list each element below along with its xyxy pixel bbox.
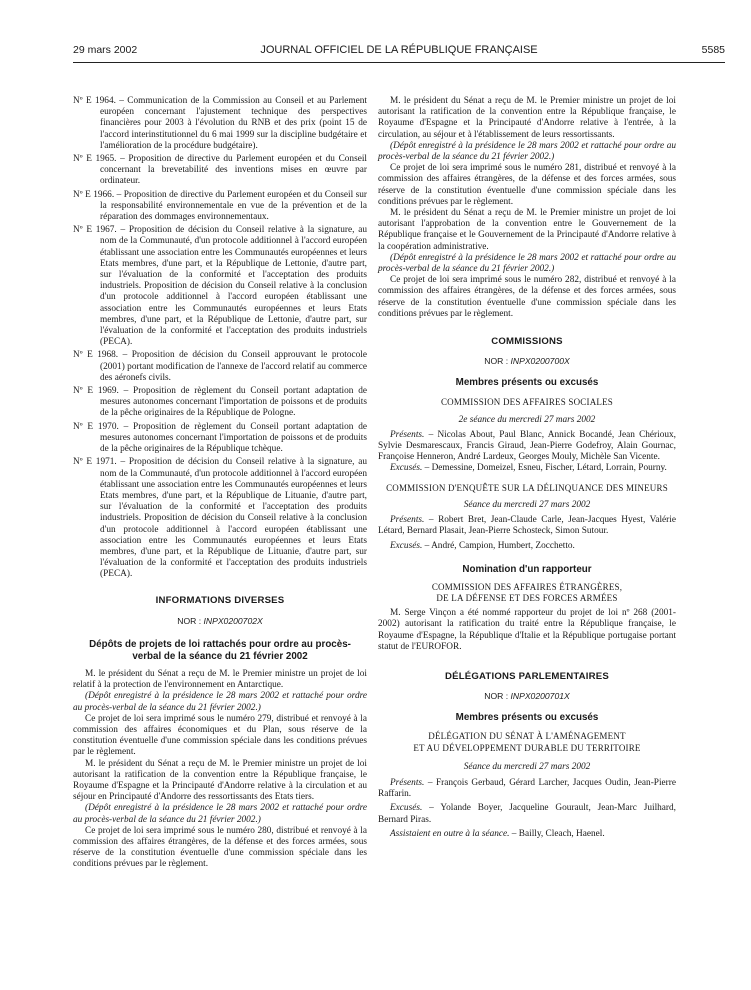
projet-paragraph-2: Ce projet de loi sera imprimé sous le numéro 281, distribué et renvoyé à la commission des affaires étrangères, de la défense et des forces armées, sous réserve de la constitution éventuelle d'une commission spéciale dans les conditions prévues par le règlement.	[378, 163, 676, 207]
entry-e1964: Nº E 1964. – Communication de la Commission au Conseil et au Parlement européen concernant l'ajustement technique des perspectives financières pour 2003 à l'évolution du RNB et des prix (point 15 de l'accord interinstitutionnel du 6 mai 1999 sur la discipline budgétaire et l'amélioration de la procédure budgétaire).	[73, 96, 367, 151]
depot-note-1: (Dépôt enregistré à la présidence le 28 mars 2002 et rattaché pour ordre au procès-verbal de la séance du 21 février 2002.)	[73, 691, 367, 713]
nomination-title: Nomination d'un rapporteur	[462, 563, 592, 575]
depot-paragraph-1: M. le président du Sénat a reçu de M. le Premier ministre un projet de loi relatif à la protection de l'environnement en Antarctique.	[73, 668, 367, 691]
page-header	[73, 44, 725, 60]
info-section-title: INFORMATIONS DIVERSES	[155, 594, 285, 606]
assistaient-names: Bailly, Cleach, Haenel.	[518, 828, 605, 839]
presents-names: Robert Bret, Jean-Claude Carle, Jean-Jacques Hyest, Valérie Létard, Bernard Plasait, Jean-Pierre Schosteck, Simon Sutour.	[378, 515, 676, 537]
affaires-etrangeres-line1: COMMISSION DES AFFAIRES ÉTRANGÈRES,	[431, 581, 623, 592]
entry-e1965: Nº E 1965. – Proposition de directive du Parlement européen et du Conseil concernant la brevetabilité des inventions mises en œuvre par ordinateur.	[73, 154, 367, 187]
entry-e1970: Nº E 1970. – Proposition de règlement du Conseil portant adaptation de mesures autonomes concernant l'importation de poissons et de produits de la pêche originaires de la République tchèque.	[73, 421, 367, 455]
depot-note-2: (Dépôt enregistré à la présidence le 28 mars 2002 et rattaché pour ordre au procès-verbal de la séance du 21 février 2002.)	[73, 803, 367, 825]
entry-e1967: Nº E 1967. – Proposition de décision du Conseil relative à la signature, au nom de la Communauté, d'un protocole additionnel à l'accord européen établissant une association entre les Communautés européennes et leurs Etats membres, d'une part, et la République de Lettonie, d'autre part, sur l'évaluation de la conformité et l'acceptation des produits industriels. Proposition de décision du Conseil relative à la conclusion d'un protocole additionnel à l'accord européen établissant une association entre les Communautés européennes et leurs Etats membres, d'une part, et la République de Lettonie, d'autre part, sur l'évaluation de la conformité et l'acceptation des produits industriels (PECA).	[73, 225, 367, 348]
delegations-nor-label: NOR :	[484, 691, 509, 702]
depot-paragraph-2: Ce projet de loi sera imprimé sous le numéro 279, distribué et renvoyé à la commission des affaires économiques et du Plan, sous réserve de la constitution éventuelle d'une commission spéciale dans les conditions prévues par le règlement.	[73, 713, 367, 758]
projet-note-1: (Dépôt enregistré à la présidence le 28 mars 2002 et rattaché pour ordre au procès-verbal de la séance du 21 février 2002.)	[378, 140, 676, 163]
affaires-etrangeres-line2: DE LA DÉFENSE ET DES FORCES ARMÉES	[436, 592, 618, 603]
right-column	[378, 96, 676, 840]
enquete-excuses: Excusés. – André, Campion, Humbert, Zocchetto.	[390, 540, 575, 551]
entry-e1966: Nº E 1966. – Proposition de directive du Parlement européen et du Conseil sur la responsabilité environnementale en vue de la prévention et de la réparation des dommages environnementaux.	[73, 189, 367, 223]
delegations-nor	[378, 691, 676, 702]
presents-names: Nicolas About, Paul Blanc, Annick Bocandé, Jean Chérioux, Sylvie Desmarescaux, Francis Giraud, Jean-Pierre Godefroy, Alain Gournac, Françoise Henneron, André Lardeux, Georges Mouly, Michèle San Vicente.	[378, 429, 677, 463]
presents-label: Présents.	[390, 515, 425, 526]
delegations-nor-code: INPX0200701X	[510, 691, 570, 702]
affaires-sociales-excuses: Excusés. – Demessine, Domeizel, Esneu, Fischer, Létard, Lorrain, Pourny.	[390, 463, 667, 474]
projet-paragraph-3: M. le président du Sénat a reçu de M. le Premier ministre un projet de loi autorisant l'approbation de la convention entre le Gouvernement de la République française et le Gouvernement de la Principauté d'Andorre relative à la coopération administrative.	[378, 208, 676, 252]
info-nor-label: NOR :	[177, 615, 202, 626]
projet-paragraph-4: Ce projet de loi sera imprimé sous le numéro 282, distribué et renvoyé à la commission des affaires étrangères, de la défense et des forces armées, sous réserve de la constitution éventuelle d'une commission spéciale dans les conditions prévues par le règlement.	[378, 275, 676, 319]
presents-names: François Gerbaud, Gérard Larcher, Jacques Oudin, Jean-Pierre Raffarin.	[378, 777, 677, 800]
assistaient-label: Assistaient en outre à la séance.	[390, 828, 510, 839]
membres-title: Membres présents ou excusés	[455, 377, 599, 389]
info-nor	[73, 616, 367, 627]
delegation-seance: Séance du mercredi 27 mars 2002	[463, 761, 591, 772]
excuses-names: Demessine, Domeizel, Esneu, Fischer, Létard, Lorrain, Pourny.	[431, 463, 667, 474]
excuses-label: Excusés.	[390, 463, 423, 474]
enquete-title: COMMISSION D'ENQUÊTE SUR LA DÉLINQUANCE DES MINEURS	[386, 482, 668, 493]
delegation-line1: DÉLÉGATION DU SÉNAT À L'AMÉNAGEMENT	[428, 731, 626, 742]
enquete-seance: Séance du mercredi 27 mars 2002	[463, 499, 591, 510]
delegation-line2: ET AU DÉVELOPPEMENT DURABLE DU TERRITOIRE	[413, 742, 641, 753]
projet-note-2: (Dépôt enregistré à la présidence le 28 mars 2002 et rattaché pour ordre au procès-verbal de la séance du 21 février 2002.)	[378, 252, 676, 275]
commissions-nor-code: INPX0200700X	[510, 356, 570, 367]
affaires-sociales-seance: 2e séance du mercredi 27 mars 2002	[458, 414, 596, 425]
enquete-presents: Présents. – Robert Bret, Jean-Claude Carle, Jean-Jacques Hyest, Valérie Létard, Bernard Plasait, Jean-Pierre Schosteck, Simon Sutour.	[378, 515, 676, 537]
excuses-label: Excusés.	[390, 803, 423, 814]
delegation-assistaient: Assistaient en outre à la séance. – Bailly, Cleach, Haenel.	[390, 828, 605, 839]
presents-label: Présents.	[390, 777, 425, 788]
journal-title: JOURNAL OFFICIEL DE LA RÉPUBLIQUE FRANÇAISE	[260, 44, 538, 56]
affaires-sociales-presents: Présents. – Nicolas About, Paul Blanc, Annick Bocandé, Jean Chérioux, Sylvie Desmarescaux, Francis Giraud, Jean-Pierre Godefroy, Alain Gournac, Françoise Henneron, André Lardeux, Georges Mouly, Michèle San Vicente.	[378, 429, 677, 463]
nomination-text: M. Serge Vinçon a été nommé rapporteur du projet de loi nº 268 (2001-2002) autorisant la ratification du traité entre la République française, le Royaume d'Espagne, la République d'Italie et la République portugaise portant statut de l'EUROFOR.	[378, 608, 676, 652]
page-number: 5585	[701, 44, 725, 56]
commissions-nor-label: NOR :	[484, 356, 509, 367]
header-date: 29 mars 2002	[73, 44, 138, 56]
affaires-sociales-title: COMMISSION DES AFFAIRES SOCIALES	[440, 397, 614, 408]
excuses-label: Excusés.	[390, 540, 423, 551]
excuses-names: Yolande Boyer, Jacqueline Gourault, Jean-Marc Juilhard, Bernard Piras.	[378, 803, 677, 825]
info-nor-code: INPX0200702X	[203, 615, 263, 626]
depot-paragraph-3: M. le président du Sénat a reçu de M. le Premier ministre un projet de loi autorisant la ratification de la convention entre la République française, le Royaume d'Espagne et la Principauté d'Andorre relative à la circulation et au séjour en Principauté d'Andorre des ressortissants des Etats tiers.	[73, 758, 367, 803]
entry-e1968: Nº E 1968. – Proposition de décision du Conseil approuvant le protocole (2001) portant modification de l'annexe de l'accord relatif au commerce des aéronefs civils.	[73, 350, 367, 383]
membres2-title: Membres présents ou excusés	[455, 712, 599, 724]
entry-e1969: Nº E 1969. – Proposition de règlement du Conseil portant adaptation de mesures autonomes concernant l'importation de poissons et de produits de la pêche originaires de la République de Pologne.	[73, 386, 367, 419]
entry-e1971: Nº E 1971. – Proposition de décision du Conseil relative à la signature, au nom de la Communauté, d'un protocole additionnel à l'accord européen établissant une association entre les Communautés européennes et leurs Etats membres, d'une part, et la République de Lituanie, d'autre part, sur l'évaluation de la conformité et l'acceptation des produits industriels. Proposition de décision du Conseil relative à la conclusion d'un protocole additionnel à l'accord européen établissant une association entre les Communautés européennes et leurs Etats membres, d'une part, et la République de Lituanie, d'autre part, sur l'évaluation de la conformité et l'acceptation des produits industriels (PECA).	[73, 457, 367, 580]
left-column	[73, 96, 367, 871]
depot-paragraph-4: Ce projet de loi sera imprimé sous le numéro 280, distribué et renvoyé à la commission des affaires étrangères, de la défense et des forces armées, sous réserve de la constitution éventuelle d'une commission spéciale dans les conditions prévues par le règlement.	[73, 825, 367, 870]
excuses-names: André, Campion, Humbert, Zocchetto.	[431, 540, 575, 551]
depots-title: Dépôts de projets de loi rattachés pour ordre au procès-verbal de la séance du 21 février 2002	[89, 638, 351, 662]
projet-paragraph-1: M. le président du Sénat a reçu de M. le Premier ministre un projet de loi autorisant la ratification de la convention entre la République française, le Royaume d'Espagne et la Principauté d'Andorre relative à l'entrée, à la circulation, au séjour et à l'établissement de leurs ressortissants.	[378, 96, 676, 140]
header-rule	[73, 62, 725, 63]
delegation-presents: Présents. – François Gerbaud, Gérard Larcher, Jacques Oudin, Jean-Pierre Raffarin.	[378, 777, 677, 800]
presents-label: Présents.	[390, 429, 425, 440]
commissions-title: COMMISSIONS	[491, 336, 563, 348]
delegation-excuses: Excusés. – Yolande Boyer, Jacqueline Gourault, Jean-Marc Juilhard, Bernard Piras.	[378, 803, 677, 825]
delegations-title: DÉLÉGATIONS PARLEMENTAIRES	[444, 670, 610, 682]
commissions-nor	[378, 356, 676, 367]
